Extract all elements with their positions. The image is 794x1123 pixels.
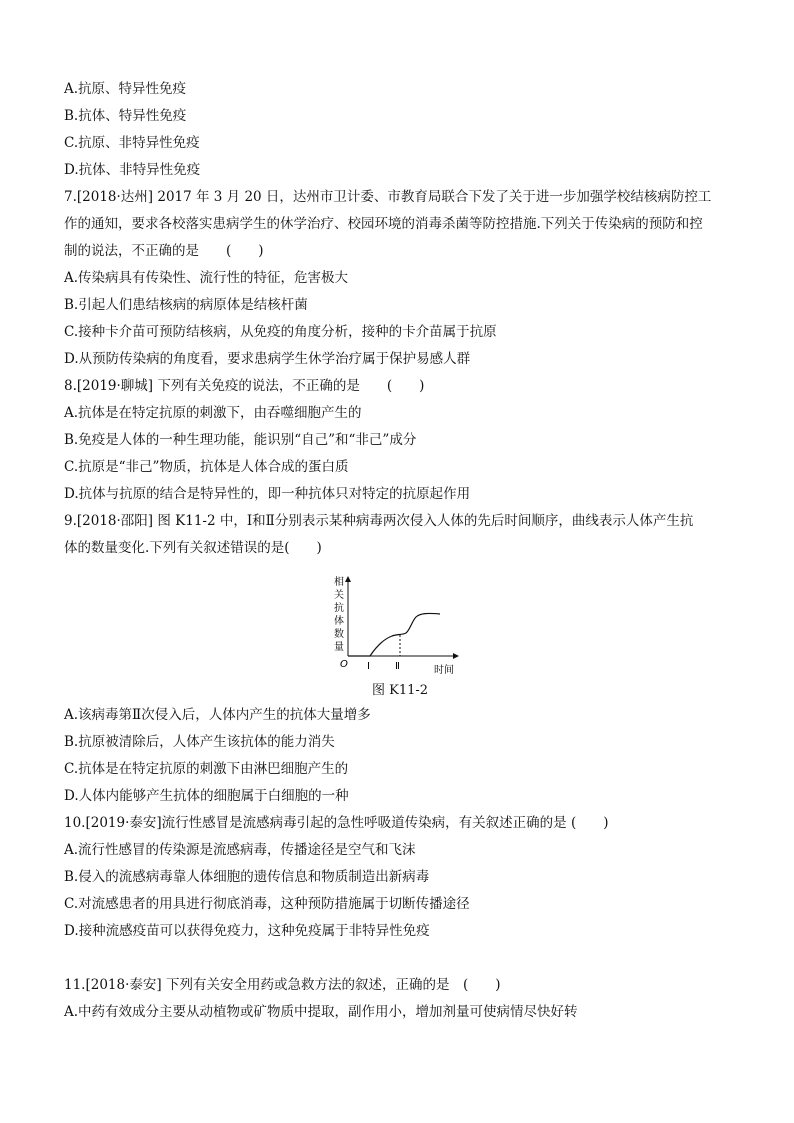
text-line: A.中药有效成分主要从动植物或矿物质中提取，副作用小，增加剂量可使病情尽快好转 bbox=[64, 1004, 578, 1020]
text-line: 作的通知，要求各校落实患病学生的休学治疗、校园环境的消毒杀菌等防控措施.下列关于传染病的预防和控 bbox=[64, 216, 703, 232]
text-line: C.抗原是“非己”物质，抗体是人体合成的蛋白质 bbox=[64, 459, 349, 475]
antibody-curve-chart bbox=[330, 573, 465, 681]
text-line: B.抗原被清除后，人体产生该抗体的能力消失 bbox=[64, 734, 335, 750]
text-line: C.接种卡介苗可预防结核病，从免疫的角度分析，接种的卡介苗属于抗原 bbox=[64, 324, 497, 340]
y-label-char: 相 bbox=[334, 577, 344, 588]
text-line: A.抗体是在特定抗原的刺激下，由吞噬细胞产生的 bbox=[64, 405, 362, 421]
text-line: 7.[2018·达州] 2017 年 3 月 20 日，达州市卫计委、市教育局联合下发了关于进一步加强学校结核病防控工 bbox=[64, 189, 712, 205]
y-label-char: 体 bbox=[334, 616, 344, 627]
text-line: D.人体内能够产生抗体的细胞属于白细胞的一种 bbox=[64, 788, 349, 804]
text-line: D.接种流感疫苗可以获得免疫力，这种免疫属于非特异性免疫 bbox=[64, 923, 430, 939]
tick-first-infection: Ⅰ bbox=[367, 661, 370, 672]
text-line: 11.[2018·泰安] 下列有关安全用药或急救方法的叙述，正确的是 ( ) bbox=[64, 977, 501, 993]
text-line: A.传染病具有传染性、流行性的特征，危害极大 bbox=[64, 270, 349, 286]
text-line: D.从预防传染病的角度看，要求患病学生休学治疗属于保护易感人群 bbox=[64, 351, 471, 367]
antibody-curve bbox=[348, 613, 440, 656]
text-line: D.抗体、非特异性免疫 bbox=[64, 162, 201, 178]
antibody-curve-figure bbox=[330, 573, 465, 681]
text-line: A.流行性感冒的传染源是流感病毒，传播途径是空气和飞沫 bbox=[64, 842, 416, 858]
y-label-char: 抗 bbox=[334, 603, 344, 614]
y-axis-label bbox=[334, 575, 344, 653]
text-line: C.抗体是在特定抗原的刺激下由淋巴细胞产生的 bbox=[64, 761, 349, 777]
y-label-char: 关 bbox=[334, 590, 344, 601]
text-line: A.该病毒第Ⅱ次侵入后，人体内产生的抗体大量增多 bbox=[64, 707, 371, 723]
y-label-char: 量 bbox=[334, 642, 344, 653]
text-line: C.对流感患者的用具进行彻底消毒，这种预防措施属于切断传播途径 bbox=[64, 896, 470, 912]
text-line: 制的说法，不正确的是 ( ) bbox=[64, 243, 264, 259]
text-line: B.引起人们患结核病的病原体是结核杆菌 bbox=[64, 297, 308, 313]
text-line: 9.[2018·邵阳] 图 K11-2 中，Ⅰ和Ⅱ分别表示某种病毒两次侵入人体的先后时间顺序，曲线表示人体产生抗 bbox=[64, 513, 694, 529]
text-line: C.抗原、非特异性免疫 bbox=[64, 135, 200, 151]
text-line: B.侵入的流感病毒靠人体细胞的遗传信息和物质制造出新病毒 bbox=[64, 869, 430, 885]
figure-caption: 图 K11-2 bbox=[372, 683, 429, 698]
text-line: 体的数量变化.下列有关叙述错误的是( ) bbox=[64, 540, 322, 556]
origin-label: O bbox=[340, 659, 348, 670]
text-line: A.抗原、特异性免疫 bbox=[64, 81, 187, 97]
text-line: 8.[2019·聊城] 下列有关免疫的说法，不正确的是 ( ) bbox=[64, 378, 425, 394]
text-line: 10.[2019·泰安]流行性感冒是流感病毒引起的急性呼吸道传染病，有关叙述正确的是 ( ) bbox=[64, 815, 609, 831]
text-line: B.免疫是人体的一种生理功能，能识别“自己”和“非己”成分 bbox=[64, 432, 417, 448]
x-axis-label: 时间 bbox=[434, 665, 454, 676]
text-line: D.抗体与抗原的结合是特异性的，即一种抗体只对特定的抗原起作用 bbox=[64, 486, 471, 502]
y-label-char: 数 bbox=[334, 629, 344, 640]
tick-second-infection: Ⅱ bbox=[395, 661, 400, 672]
text-line: B.抗体、特异性免疫 bbox=[64, 108, 187, 124]
